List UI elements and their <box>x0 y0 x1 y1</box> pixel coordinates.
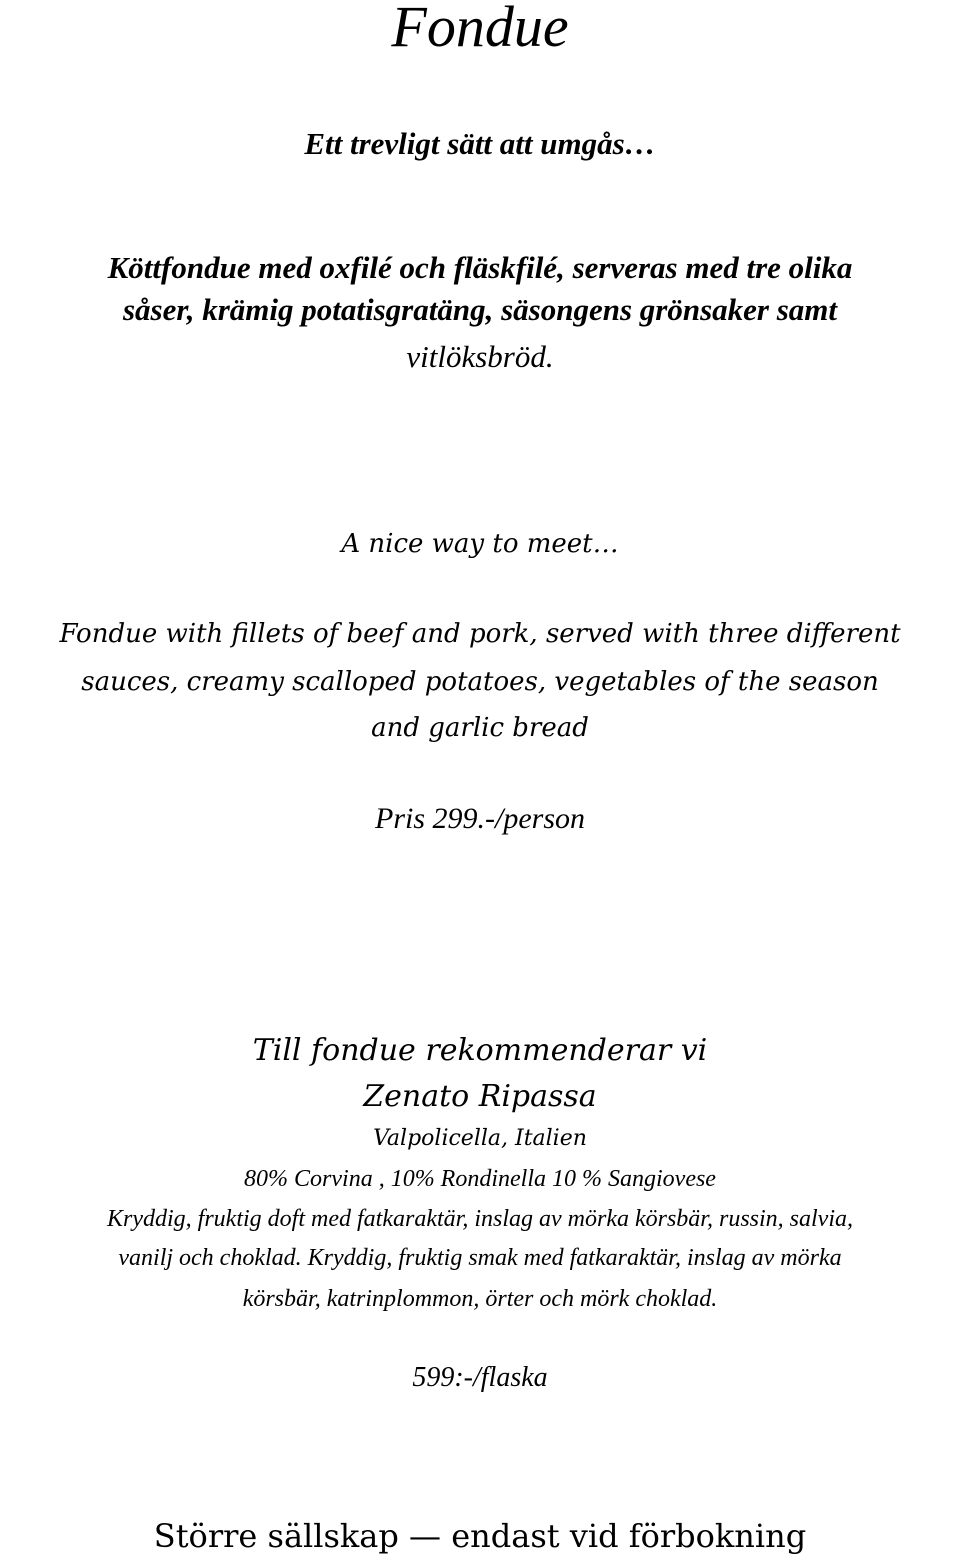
swedish-description-line-2: såser, krämig potatisgratäng, säsongens grönsaker samt <box>122 292 837 327</box>
english-tagline: A nice way to meet… <box>341 529 619 559</box>
english-description-line-2: sauces, creamy scalloped potatoes, vegetables of the season <box>81 667 879 697</box>
page-title: Fondue <box>391 0 569 59</box>
swedish-description-line-1: Köttfondue med oxfilé och fläskfilé, serveras med tre olika <box>107 250 853 285</box>
fondue-price: Pris 299.-/person <box>375 802 585 835</box>
wine-notes-line-2: vanilj och choklad. Kryddig, fruktig smak med fatkaraktär, inslag av mörka <box>118 1245 842 1271</box>
english-description-line-1: Fondue with fillets of beef and pork, served with three different <box>59 619 901 649</box>
wine-price: 599:-/flaska <box>412 1362 548 1393</box>
wine-grapes: 80% Corvina , 10% Rondinella 10 % Sangiovese <box>244 1166 716 1192</box>
wine-notes-line-3: körsbär, katrinplommon, örter och mörk choklad. <box>242 1286 718 1312</box>
english-description-line-3: and garlic bread <box>371 713 589 743</box>
booking-note: Större sällskap — endast vid förbokning <box>153 1517 807 1555</box>
wine-region: Valpolicella, Italien <box>373 1126 587 1151</box>
wine-notes-line-1: Kryddig, fruktig doft med fatkaraktär, inslag av mörka körsbär, russin, salvia, <box>107 1206 853 1232</box>
swedish-description-line-3: vitlöksbröd. <box>406 339 554 374</box>
wine-name: Zenato Ripassa <box>363 1079 597 1114</box>
swedish-tagline: Ett trevligt sätt att umgås… <box>304 126 656 161</box>
wine-recommendation-intro: Till fondue rekommenderar vi <box>252 1033 708 1068</box>
